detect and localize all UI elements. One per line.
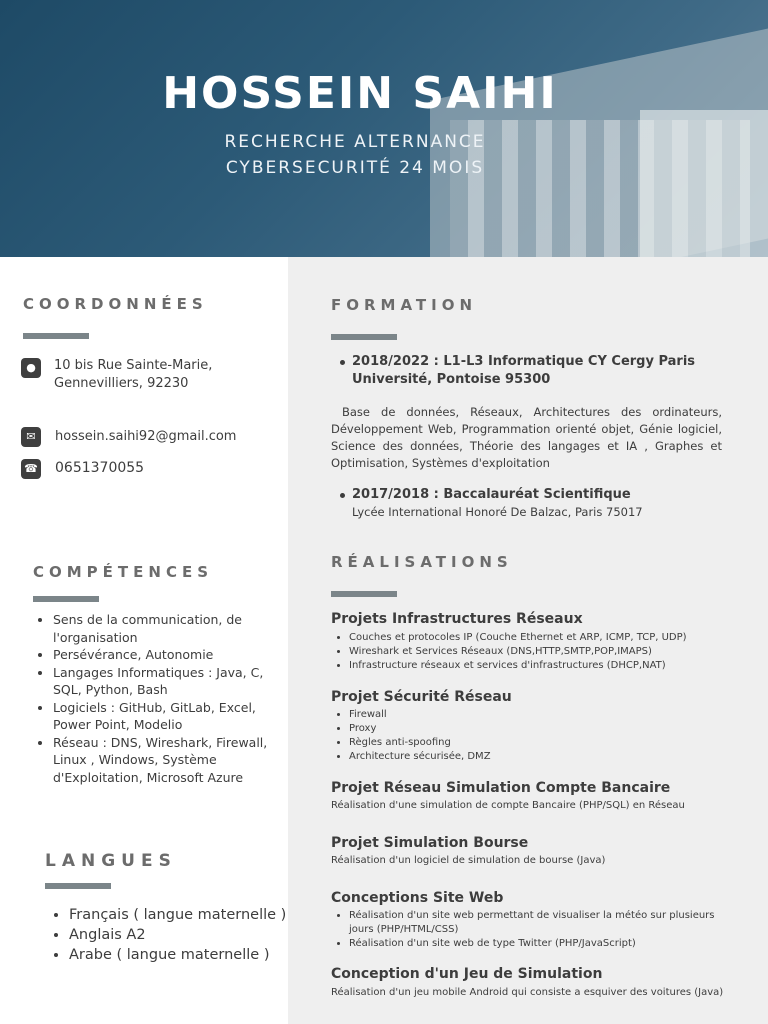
- location-icon: ●: [21, 358, 41, 378]
- list-item: • Français ( langue maternelle ): [69, 905, 299, 925]
- bullet: [340, 493, 345, 498]
- formation-entry-2-description: Lycée International Honoré De Balzac, Paris 75017: [352, 505, 643, 519]
- project-1-list: [331, 631, 749, 673]
- contact-title: COORDONNÉES: [23, 295, 208, 313]
- candidate-name: HOSSEIN SAIHI: [162, 68, 558, 119]
- list-item: • Arabe ( langue maternelle ): [69, 945, 299, 965]
- list-item: • Persévérance, Autonomie: [53, 646, 283, 664]
- project-5-title: Conceptions Site Web: [331, 890, 504, 906]
- section-divider: [45, 883, 111, 889]
- section-divider: [23, 333, 89, 339]
- subtitle-line-1: RECHERCHE ALTERNANCE: [224, 132, 486, 152]
- project-6-title: Conception d'un Jeu de Simulation: [331, 966, 603, 982]
- realisations-title: RÉALISATIONS: [331, 553, 513, 571]
- list-item: • Architecture sécurisée, DMZ: [349, 750, 749, 764]
- header-banner: [0, 0, 768, 257]
- address-line-1: 10 bis Rue Sainte-Marie,: [54, 358, 213, 373]
- skills-title: COMPÉTENCES: [33, 563, 214, 581]
- project-4-title: Projet Simulation Bourse: [331, 835, 529, 851]
- list-item: • Règles anti-spoofing: [349, 736, 749, 750]
- list-item: • Langages Informatiques : Java, C, SQL, Python, Bash: [53, 664, 283, 699]
- list-item: • Anglais A2: [69, 925, 299, 945]
- formation-entry-2-title: 2017/2018 : Baccalauréat Scientifique: [352, 487, 631, 502]
- languages-title: LANGUES: [45, 851, 177, 871]
- formation-entry-1-description: Base de données, Réseaux, Architectures des ordinateurs, Développement Web, Programmation orienté objet, Génie logiciel, Science des données, Théorie des langages et IA , Graphes et Optimisation, Systèmes d'exploitation: [331, 405, 722, 470]
- phone-number: 0651370055: [55, 460, 145, 476]
- bullet: [340, 360, 345, 365]
- list-item: • Réalisation d'un site web permettant de visualiser la météo sur plusieurs jours (PHP/HTML/CSS): [349, 909, 739, 937]
- section-divider: [33, 596, 99, 602]
- project-1-title: Projets Infrastructures Réseaux: [331, 611, 583, 627]
- project-6-description: Réalisation d'un jeu mobile Android qui consiste a esquiver des voitures (Java): [331, 987, 724, 998]
- phone-icon: ☎: [21, 459, 41, 479]
- formation-title: FORMATION: [331, 296, 478, 314]
- list-item: • Firewall: [349, 708, 749, 722]
- section-divider: [331, 334, 397, 340]
- project-2-list: [331, 708, 749, 764]
- subtitle-line-2: CYBERSECURITÉ 24 MOIS: [225, 158, 485, 178]
- project-3-description: Réalisation d'une simulation de compte Bancaire (PHP/SQL) en Réseau: [331, 800, 685, 811]
- list-item: • Logiciels : GitHub, GitLab, Excel, Power Point, Modelio: [53, 699, 283, 734]
- list-item: • Réalisation d'un site web de type Twitter (PHP/JavaScript): [349, 937, 739, 951]
- formation-entry-1-line-1: 2018/2022 : L1-L3 Informatique CY Cergy Paris: [352, 354, 696, 369]
- address-line-2: Gennevilliers, 92230: [54, 376, 189, 391]
- email-icon: ✉: [21, 427, 41, 447]
- list-item: • Couches et protocoles IP (Couche Ethernet et ARP, ICMP, TCP, UDP): [349, 631, 749, 645]
- list-item: • Sens de la communication, de l'organisation: [53, 611, 283, 646]
- section-divider: [331, 591, 397, 597]
- formation-entry-1-line-2: Université, Pontoise 95300: [352, 372, 551, 387]
- project-3-title: Projet Réseau Simulation Compte Bancaire: [331, 780, 671, 796]
- project-2-title: Projet Sécurité Réseau: [331, 689, 512, 705]
- project-5-list: [331, 909, 739, 951]
- languages-list: [52, 905, 299, 965]
- list-item: • Réseau : DNS, Wireshark, Firewall, Linux , Windows, Système d'Exploitation, Microsoft Azure: [53, 734, 283, 787]
- skills-list: [37, 611, 283, 786]
- email-link[interactable]: hossein.saihi92@gmail.com: [55, 429, 237, 444]
- list-item: • Proxy: [349, 722, 749, 736]
- project-4-description: Réalisation d'un logiciel de simulation de bourse (Java): [331, 855, 606, 866]
- list-item: • Wireshark et Services Réseaux (DNS,HTTP,SMTP,POP,IMAPS): [349, 645, 749, 659]
- list-item: • Infrastructure réseaux et services d'infrastructures (DHCP,NAT): [349, 659, 749, 673]
